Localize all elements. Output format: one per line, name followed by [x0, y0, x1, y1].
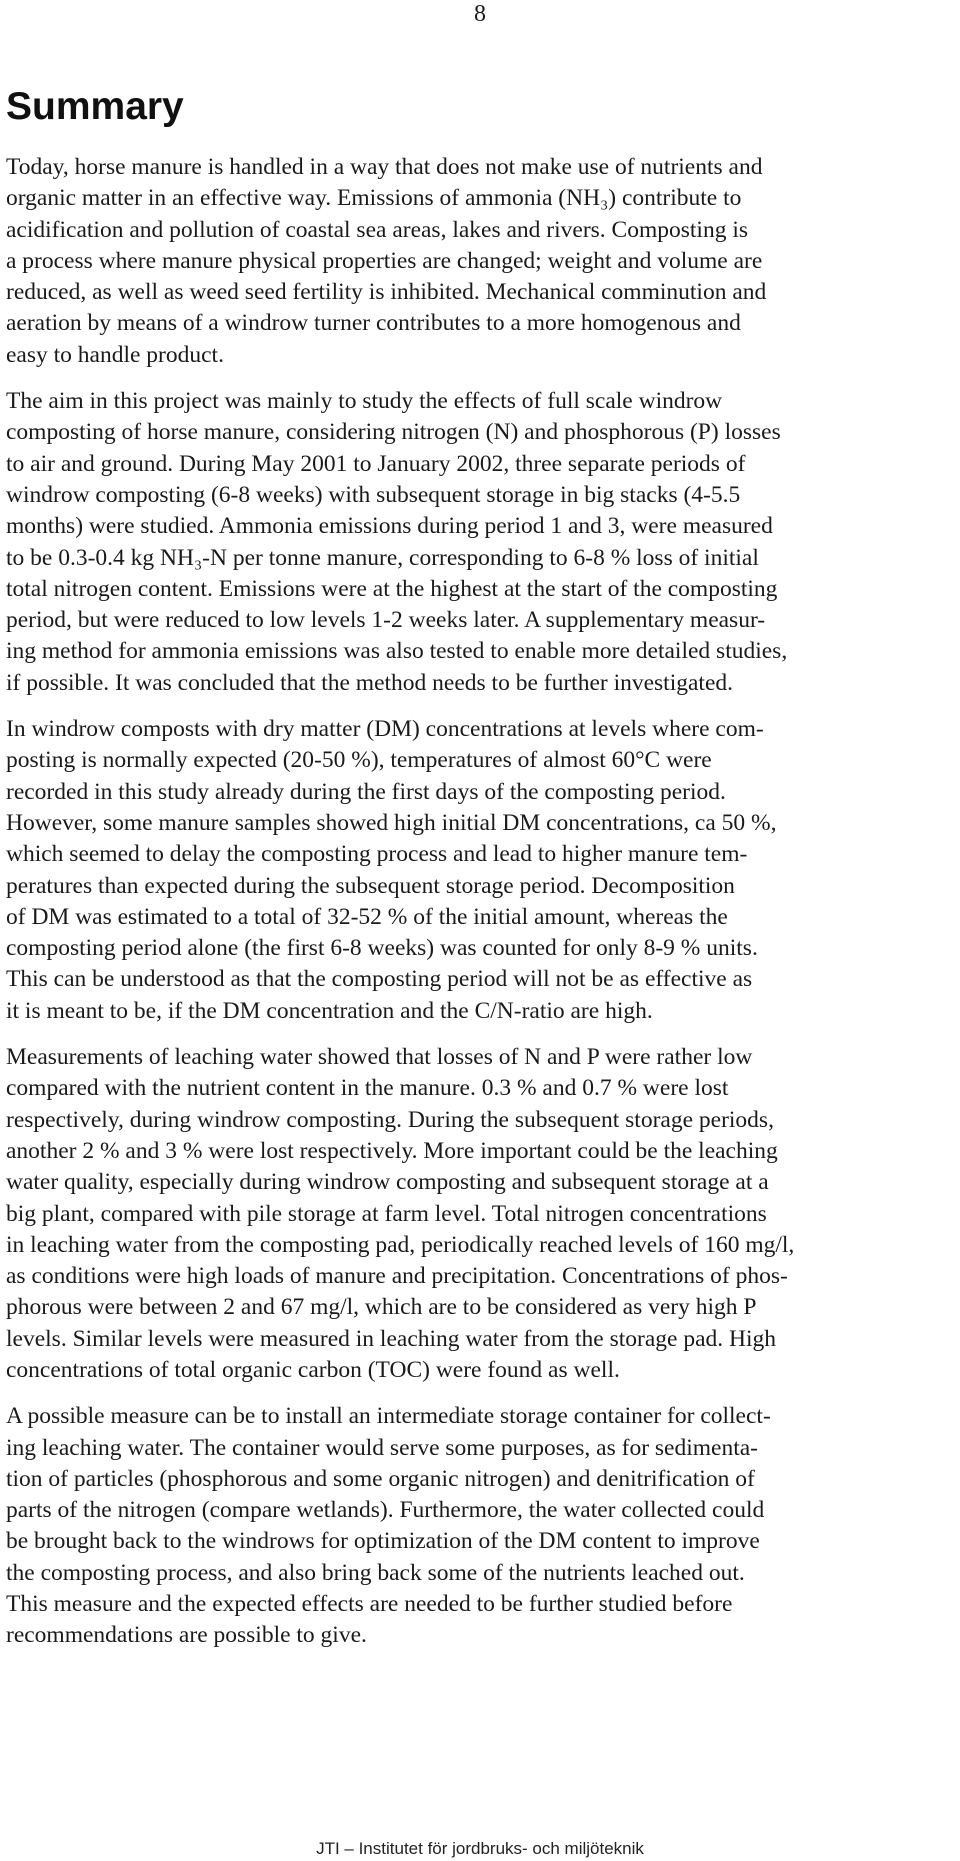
page-footer: JTI – Institutet för jordbruks- och miljöteknik — [316, 1839, 644, 1858]
text-line: in leaching water from the composting pad, periodically reached levels of 160 mg/l, — [6, 1231, 795, 1258]
text-line: period, but were reduced to low levels 1-2 weeks later. A supplementary measur- — [6, 607, 766, 634]
paragraph-aim — [6, 386, 956, 699]
text-line: as conditions were high loads of manure and precipitation. Concentrations of phos- — [6, 1263, 788, 1290]
text-line: The aim in this project was mainly to study the effects of full scale windrow — [6, 388, 723, 415]
paragraph-intro — [6, 152, 956, 371]
text-line: phorous were between 2 and 67 mg/l, which are to be considered as very high P — [6, 1294, 757, 1321]
text-line: compared with the nutrient content in the manure. 0.3 % and 0.7 % were lost — [6, 1075, 729, 1102]
text-line: total nitrogen content. Emissions were at the highest at the start of the composting — [6, 575, 778, 602]
text-line: to air and ground. During May 2001 to January 2002, three separate periods of — [6, 450, 746, 477]
text-line: acidification and pollution of coastal sea areas, lakes and rivers. Composting is — [6, 216, 749, 243]
text-line: to be 0.3-0.4 kg NH₃-N per tonne manure, corresponding to 6-8 % loss of initial — [6, 544, 759, 571]
summary-body — [6, 152, 956, 1667]
text-line: it is meant to be, if the DM concentration and the C/N-ratio are high. — [6, 997, 653, 1024]
text-line: Measurements of leaching water showed that losses of N and P were rather low — [6, 1044, 753, 1071]
text-line: Today, horse manure is handled in a way that does not make use of nutrients and — [6, 154, 763, 180]
text-line: be brought back to the windrows for optimization of the DM content to improve — [6, 1528, 760, 1555]
text-line: organic matter in an effective way. Emissions of ammonia (NH₃) contribute to — [6, 185, 742, 212]
section-heading: Summary — [6, 85, 184, 128]
text-line: concentrations of total organic carbon (TOC) were found as well. — [6, 1356, 620, 1383]
text-line: However, some manure samples showed high initial DM concentrations, ca 50 %, — [6, 809, 777, 836]
text-line: composting of horse manure, considering nitrogen (N) and phosphorous (P) losses — [6, 419, 781, 446]
text-line: of DM was estimated to a total of 32-52 % of the initial amount, whereas the — [6, 903, 728, 930]
text-line: respectively, during windrow composting. During the subsequent storage periods, — [6, 1106, 774, 1133]
text-line: recommendations are possible to give. — [6, 1622, 367, 1649]
text-line: water quality, especially during windrow composting and subsequent storage at a — [6, 1169, 769, 1196]
text-line: which seemed to delay the composting process and lead to higher manure tem- — [6, 841, 748, 868]
text-line: easy to handle product. — [6, 341, 224, 368]
text-line: parts of the nitrogen (compare wetlands). Furthermore, the water collected could — [6, 1497, 765, 1524]
text-line: the composting process, and also bring back some of the nutrients leached out. — [6, 1559, 745, 1586]
text-line: big plant, compared with pile storage at farm level. Total nitrogen concentrations — [6, 1200, 767, 1227]
page-number: 8 — [474, 1, 486, 27]
text-line: composting period alone (the first 6-8 weeks) was counted for only 8-9 % units. — [6, 935, 758, 962]
text-line: This can be understood as that the composting period will not be as effective as — [6, 966, 753, 993]
text-line: posting is normally expected (20-50 %), temperatures of almost 60°C were — [6, 747, 712, 774]
text-line: reduced, as well as weed seed fertility is inhibited. Mechanical comminution and — [6, 279, 767, 306]
text-line: A possible measure can be to install an intermediate storage container for collect- — [6, 1403, 771, 1430]
text-line: peratures than expected during the subsequent storage period. Decomposition — [6, 872, 735, 899]
text-line: if possible. It was concluded that the method needs to be further investigated. — [6, 669, 733, 696]
paragraph-dry-matter — [6, 714, 956, 1027]
text-line: ing leaching water. The container would serve some purposes, as for sedimenta- — [6, 1434, 758, 1461]
text-line: another 2 % and 3 % were lost respectively. More important could be the leaching — [6, 1137, 778, 1164]
text-line: This measure and the expected effects are needed to be further studied before — [6, 1591, 733, 1618]
text-line: In windrow composts with dry matter (DM) concentrations at levels where com- — [6, 716, 764, 743]
paragraph-leaching — [6, 1042, 956, 1386]
text-line: tion of particles (phosphorous and some organic nitrogen) and denitrification of — [6, 1465, 755, 1492]
paragraph-measure — [6, 1401, 956, 1651]
text-line: a process where manure physical properties are changed; weight and volume are — [6, 247, 763, 274]
text-line: levels. Similar levels were measured in leaching water from the storage pad. High — [6, 1325, 777, 1352]
text-line: aeration by means of a windrow turner contributes to a more homogenous and — [6, 310, 741, 337]
text-line: recorded in this study already during the first days of the composting period. — [6, 778, 726, 805]
text-line: windrow composting (6-8 weeks) with subsequent storage in big stacks (4-5.5 — [6, 481, 741, 508]
text-line: ing method for ammonia emissions was also tested to enable more detailed studies, — [6, 638, 788, 665]
text-line: months) were studied. Ammonia emissions during period 1 and 3, were measured — [6, 513, 773, 540]
